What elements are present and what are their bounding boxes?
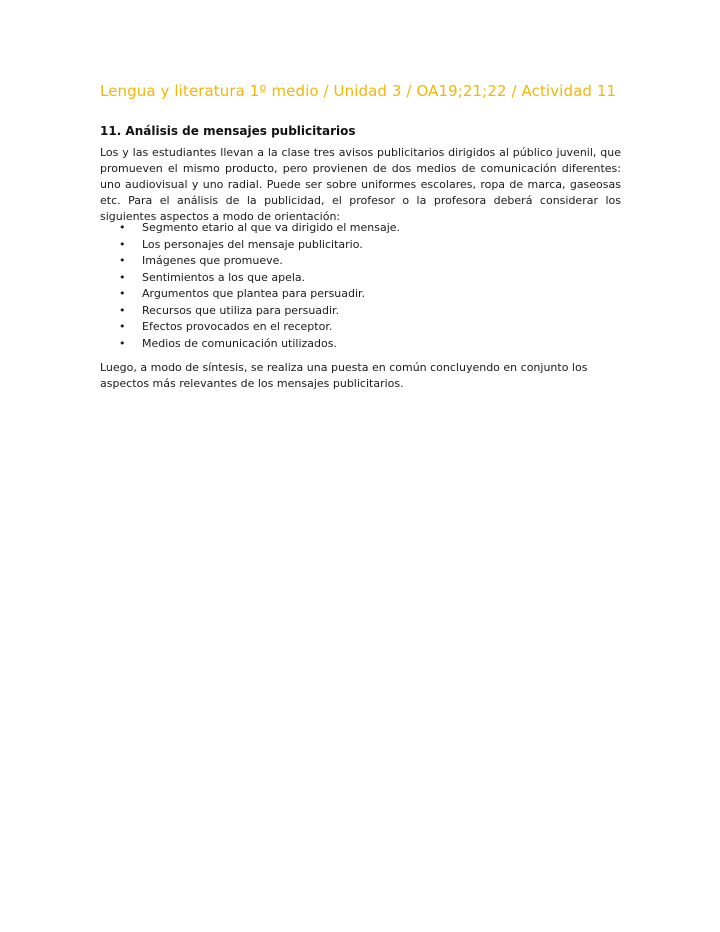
list-item <box>100 319 621 336</box>
intro-paragraph: Los y las estudiantes llevan a la clase tres avisos publicitarios dirigidos al público juvenil, que promueven el mismo producto, pero provienen de dos medios de comunicación diferentes: uno audiovisual y uno radial. Puede ser sobre uniformes escolares, ropa de marca, gaseosas etc. Para el análisis de la publicidad, el profesor o la profesora deberá considerar los siguientes aspectos a modo de orientación: <box>100 146 621 223</box>
list-item <box>100 336 621 353</box>
list-item <box>100 237 621 254</box>
closing-paragraph: Luego, a modo de síntesis, se realiza una puesta en común concluyendo en conjunto los aspectos más relevantes de los mensajes publicitarios. <box>100 361 588 390</box>
list-item-text: Segmento etario al que va dirigido el mensaje. <box>142 221 401 234</box>
breadcrumb-header: Lengua y literatura 1º medio / Unidad 3 / OA19;21;22 / Actividad 11 <box>100 82 617 100</box>
list-item <box>100 303 621 320</box>
list-item-text: Efectos provocados en el receptor. <box>142 320 333 333</box>
list-item <box>100 270 621 287</box>
list-item-text: Imágenes que promueve. <box>142 254 283 267</box>
list-item <box>100 286 621 303</box>
section-title: 11. Análisis de mensajes publicitarios <box>100 124 356 138</box>
bullet-icon: • <box>119 320 126 333</box>
list-item-text: Sentimientos a los que apela. <box>142 270 306 284</box>
bullet-icon: • <box>119 221 126 234</box>
list-item-text: Los personajes del mensaje publicitario. <box>142 237 363 251</box>
aspects-list <box>100 220 621 352</box>
list-item <box>100 253 621 270</box>
bullet-icon: • <box>119 237 126 251</box>
bullet-icon: • <box>119 270 126 284</box>
bullet-icon: • <box>119 303 126 317</box>
list-item-text: Argumentos que plantea para persuadir. <box>142 287 366 300</box>
list-item-text: Medios de comunicación utilizados. <box>142 336 337 350</box>
bullet-icon: • <box>119 287 126 300</box>
bullet-icon: • <box>119 254 126 267</box>
list-item <box>100 220 621 237</box>
bullet-icon: • <box>119 336 126 350</box>
list-item-text: Recursos que utiliza para persuadir. <box>142 303 340 317</box>
